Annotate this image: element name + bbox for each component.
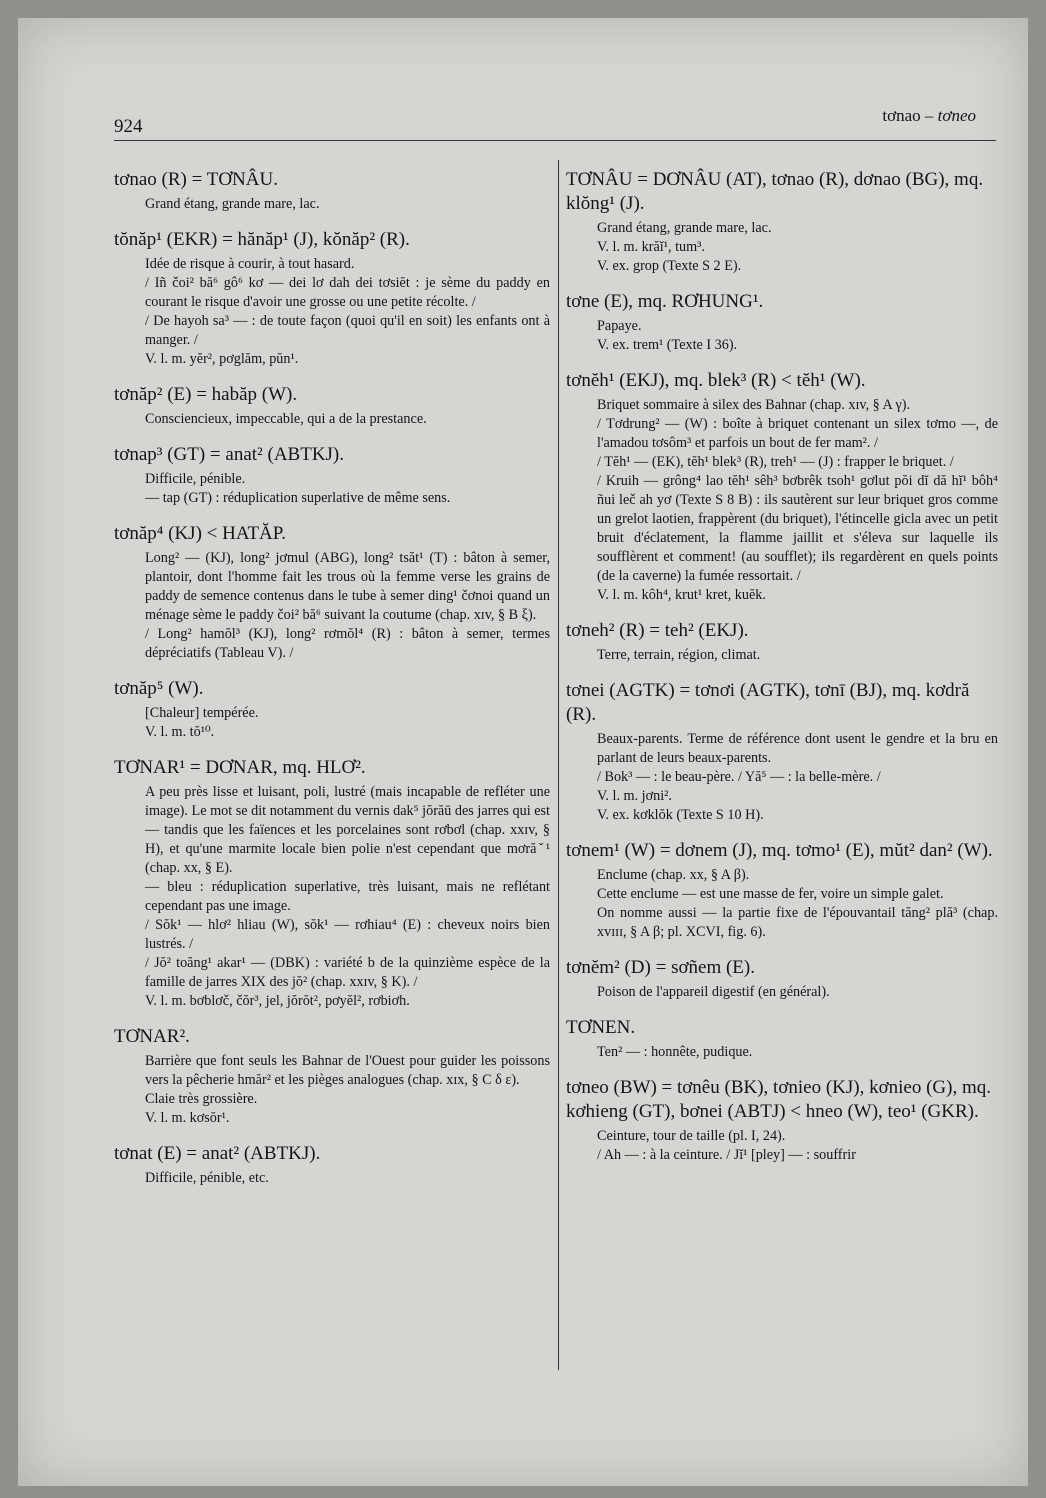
page-number: 924 (114, 116, 143, 137)
entry-definition (597, 219, 998, 276)
dictionary-entry (566, 1016, 998, 1062)
definition-line: / Bok³ — : le beau-père. / Yă⁵ — : la belle-mère. / (597, 769, 881, 785)
entry-headword: tơnem¹ (W) = dơnem (J), mq. tơmo¹ (E), mŭt² dan² (W). (566, 840, 993, 861)
dictionary-entry (566, 839, 998, 942)
dictionary-entry (114, 522, 550, 663)
definition-line: / Sŏk¹ — hlơ² hliau (W), sŏk¹ — rơhiau⁴ (E) : cheveux noirs bien lustrés. / (145, 917, 550, 952)
entry-headword: TƠNAR². (114, 1026, 190, 1047)
entry-headword: tơneh² (R) = teh² (EKJ). (566, 620, 749, 641)
definition-line: Terre, terrain, région, climat. (597, 647, 761, 663)
definition-line: Papaye. (597, 318, 642, 334)
definition-line: Long² — (KJ), long² jơmul (ABG), long² tsăt¹ (T) : bâton à semer, plantoir, dont l'homme fait les trous où la femme verse les grains de paddy de semence contenus dans le tube à semer ding¹ čơnoi quand un ménage sème le paddy čoi² bă⁶ suivant la coutume (chap. xɪv, § B ξ). (145, 550, 550, 623)
dictionary-entry (566, 619, 998, 665)
entry-headword: tơnao (R) = TƠNÂU. (114, 169, 278, 190)
entry-headword: tŏnăp¹ (EKR) = hănăp¹ (J), kŏnăp² (R). (114, 229, 410, 250)
definition-line: / Long² hamŏl³ (KJ), long² rơmŏl⁴ (R) : bâton à semer, termes dépréciatifs (Tableau V). / (145, 626, 550, 661)
entry-definition (145, 255, 550, 369)
entry-headword: tơnăp² (E) = habăp (W). (114, 384, 298, 405)
definition-line: A peu près lisse et luisant, poli, lustré (mais incapable de refléter une image). Le mot se dit notamment du vernis dak⁵ jŏrăū des jarres qui est — tandis que les faïences et les porcelaines sont rơbơl (chap. xxɪv, § H), et qu'une marmite locale bien polie n'est cependant que mơrăˇ¹ (chap. xx, § E). (145, 784, 550, 876)
definition-line: V. ex. grop (Texte S 2 E). (597, 258, 742, 274)
entry-definition (145, 783, 550, 1011)
definition-line: / Iñ čoi² bă⁶ gô⁶ kơ — dei lơ dah dei tơsiĕt : je sème du paddy en courant le risque d'avoir une grosse ou une petite récolte. / (145, 275, 550, 310)
dictionary-entry (114, 168, 550, 214)
entry-definition (145, 195, 550, 214)
definition-line: V. l. m. yĕr², pơglăm, pŭn¹. (145, 351, 299, 367)
dictionary-page (18, 18, 1028, 1486)
definition-line: — tap (GT) : réduplication superlative de même sens. (145, 490, 451, 506)
entry-headword: tơne (E), mq. RƠHUNG¹. (566, 291, 764, 312)
definition-line: / Tĕh¹ — (EK), tĕh¹ blek³ (R), treh¹ — (J) : frapper le briquet. / (597, 454, 954, 470)
definition-line: Ceinture, tour de taille (pl. I, 24). (597, 1128, 786, 1144)
column-divider (558, 160, 559, 1370)
entry-definition (597, 730, 998, 825)
entry-definition (597, 866, 998, 942)
definition-line: Consciencieux, impeccable, qui a de la prestance. (145, 411, 427, 427)
definition-line: V. l. m. jơni². (597, 788, 672, 804)
definition-line: Poison de l'appareil digestif (en général). (597, 984, 830, 1000)
definition-line: Ten² — : honnête, pudique. (597, 1044, 753, 1060)
definition-line: V. l. m. tŏ¹⁰. (145, 724, 215, 740)
header-rule (114, 140, 996, 141)
definition-line: [Chaleur] tempérée. (145, 705, 259, 721)
dictionary-entry (114, 1025, 550, 1128)
entry-headword: TƠNÂU = DƠNÂU (AT), tơnao (R), dơnao (BG), mq. klŏng¹ (J). (566, 169, 984, 214)
dictionary-entry (114, 756, 550, 1011)
entry-headword: tơneo (BW) = tơnêu (BK), tơnieo (KJ), kơnieo (G), mq. kơhieng (GT), bơnei (ABTJ) < hneo (W), teo¹ (GKR). (566, 1077, 992, 1122)
definition-line: V. l. m. krăĭ¹, tum³. (597, 239, 705, 255)
definition-line: Claie très grossière. (145, 1091, 258, 1107)
dictionary-entry (566, 1076, 998, 1165)
definition-line: Beaux-parents. Terme de référence dont usent le gendre et la bru en parlant de leurs beaux-parents. (597, 731, 998, 766)
definition-line: / Kruih — grông⁴ lao tĕh¹ sêh³ bơbrêk tsoh¹ gơlut pŏi dĭ dă hĭ¹ bôh⁴ ñui leč ah yơ (Texte S 8 B) : ils sautèrent sur leur briquet gros comme un grelot laotien, frappèrent (du briquet), l'étincelle gicla avec un petit bruit d'éclatement, la flamme jaillit et s'éleva sur laquelle ils soufflèrent et comment! (au soufflet); ils regardèrent en quels points (de la caverne) la fumée ressortait. / (597, 473, 998, 584)
entry-definition (597, 983, 998, 1002)
definition-line: Barrière que font seuls les Bahnar de l'Ouest pour guider les poissons vers la pêcherie hmăr² et les pièges analogues (chap. xɪx, § C δ ε). (145, 1053, 550, 1088)
definition-line: / Jŏ² toăng¹ akar¹ — (DBK) : variété b de la quinzième espèce de la famille de jarres XIX des jŏ² (chap. xxɪv, § K). / (145, 955, 550, 990)
dictionary-entry (114, 383, 550, 429)
dictionary-entry (566, 290, 998, 355)
definition-line: V. ex. trem¹ (Texte I 36). (597, 337, 738, 353)
definition-line: On nomme aussi — la partie fixe de l'épouvantail tăng² plă³ (chap. xvɪɪɪ, § A β; pl. XCVI, fig. 6). (597, 905, 998, 940)
right-column (566, 168, 998, 1179)
dictionary-entry (114, 677, 550, 742)
definition-line: Cette enclume — est une masse de fer, voire un simple galet. (597, 886, 944, 902)
entry-headword: TƠNEN. (566, 1017, 636, 1038)
entry-definition (145, 1052, 550, 1128)
entry-definition (597, 646, 998, 665)
entry-definition (597, 1127, 998, 1165)
definition-line: / De hayoh sa³ — : de toute façon (quoi qu'il en soit) les enfants ont à manger. / (145, 313, 550, 348)
entry-definition (597, 317, 998, 355)
entry-definition (145, 1169, 550, 1188)
definition-line: Grand étang, grande mare, lac. (145, 196, 320, 212)
dictionary-entry (566, 679, 998, 825)
definition-line: Difficile, pénible. (145, 471, 246, 487)
definition-line: Difficile, pénible, etc. (145, 1170, 269, 1186)
entry-definition (597, 1043, 998, 1062)
entry-headword: tơnĕm² (D) = sơñem (E). (566, 957, 755, 978)
dictionary-entry (566, 956, 998, 1002)
entry-definition (597, 396, 998, 605)
dictionary-entry (114, 1142, 550, 1188)
definition-line: V. l. m. bơblơč, čŏr³, jel, jŏrŏt², pơyĕl², rơbiơh. (145, 993, 410, 1009)
entry-definition (145, 410, 550, 429)
entry-headword: tơnei (AGTK) = tơnơi (AGTK), tơnī (BJ), mq. kơdră (R). (566, 680, 970, 725)
definition-line: / Ah — : à la ceinture. / Jĭ¹ [pley] — : souffrir (597, 1147, 856, 1163)
dictionary-entry (566, 369, 998, 605)
definition-line: Enclume (chap. xx, § A β). (597, 867, 750, 883)
running-head (882, 106, 976, 126)
dictionary-entry (114, 443, 550, 508)
entry-headword: TƠNAR¹ = DƠNAR, mq. HLƠ². (114, 757, 366, 778)
dictionary-entry (114, 228, 550, 369)
definition-line: Grand étang, grande mare, lac. (597, 220, 772, 236)
definition-line: Briquet sommaire à silex des Bahnar (chap. xɪv, § A γ). (597, 397, 911, 413)
left-column (114, 168, 550, 1202)
definition-line: / Tơdrung² — (W) : boîte à briquet contenant un silex tơmo —, de l'amadou tơsôm³ et parfois un bout de fer mam². / (597, 416, 998, 451)
entry-headword: tơnăp⁴ (KJ) < HATĂP. (114, 523, 286, 544)
definition-line: V. ex. kơklŏk (Texte S 10 H). (597, 807, 764, 823)
entry-headword: tơnap³ (GT) = anat² (ABTKJ). (114, 444, 345, 465)
entry-definition (145, 470, 550, 508)
entry-headword: tơnat (E) = anat² (ABTKJ). (114, 1143, 321, 1164)
definition-line: V. l. m. kôh⁴, krut¹ kret, kuĕk. (597, 587, 766, 603)
entry-headword: tơnĕh¹ (EKJ), mq. blek³ (R) < tĕh¹ (W). (566, 370, 866, 391)
entry-definition (145, 704, 550, 742)
running-head-italic: tơneo (937, 106, 976, 125)
entry-headword: tơnăp⁵ (W). (114, 678, 204, 699)
entry-definition (145, 549, 550, 663)
dictionary-entry (566, 168, 998, 276)
definition-line: V. l. m. kơsŏr¹. (145, 1110, 230, 1126)
definition-line: — bleu : réduplication superlative, très luisant, mais ne reflétant cependant pas une image. (145, 879, 550, 914)
definition-line: Idée de risque à courir, à tout hasard. (145, 256, 355, 272)
running-head-plain: tơnao – (882, 106, 934, 125)
